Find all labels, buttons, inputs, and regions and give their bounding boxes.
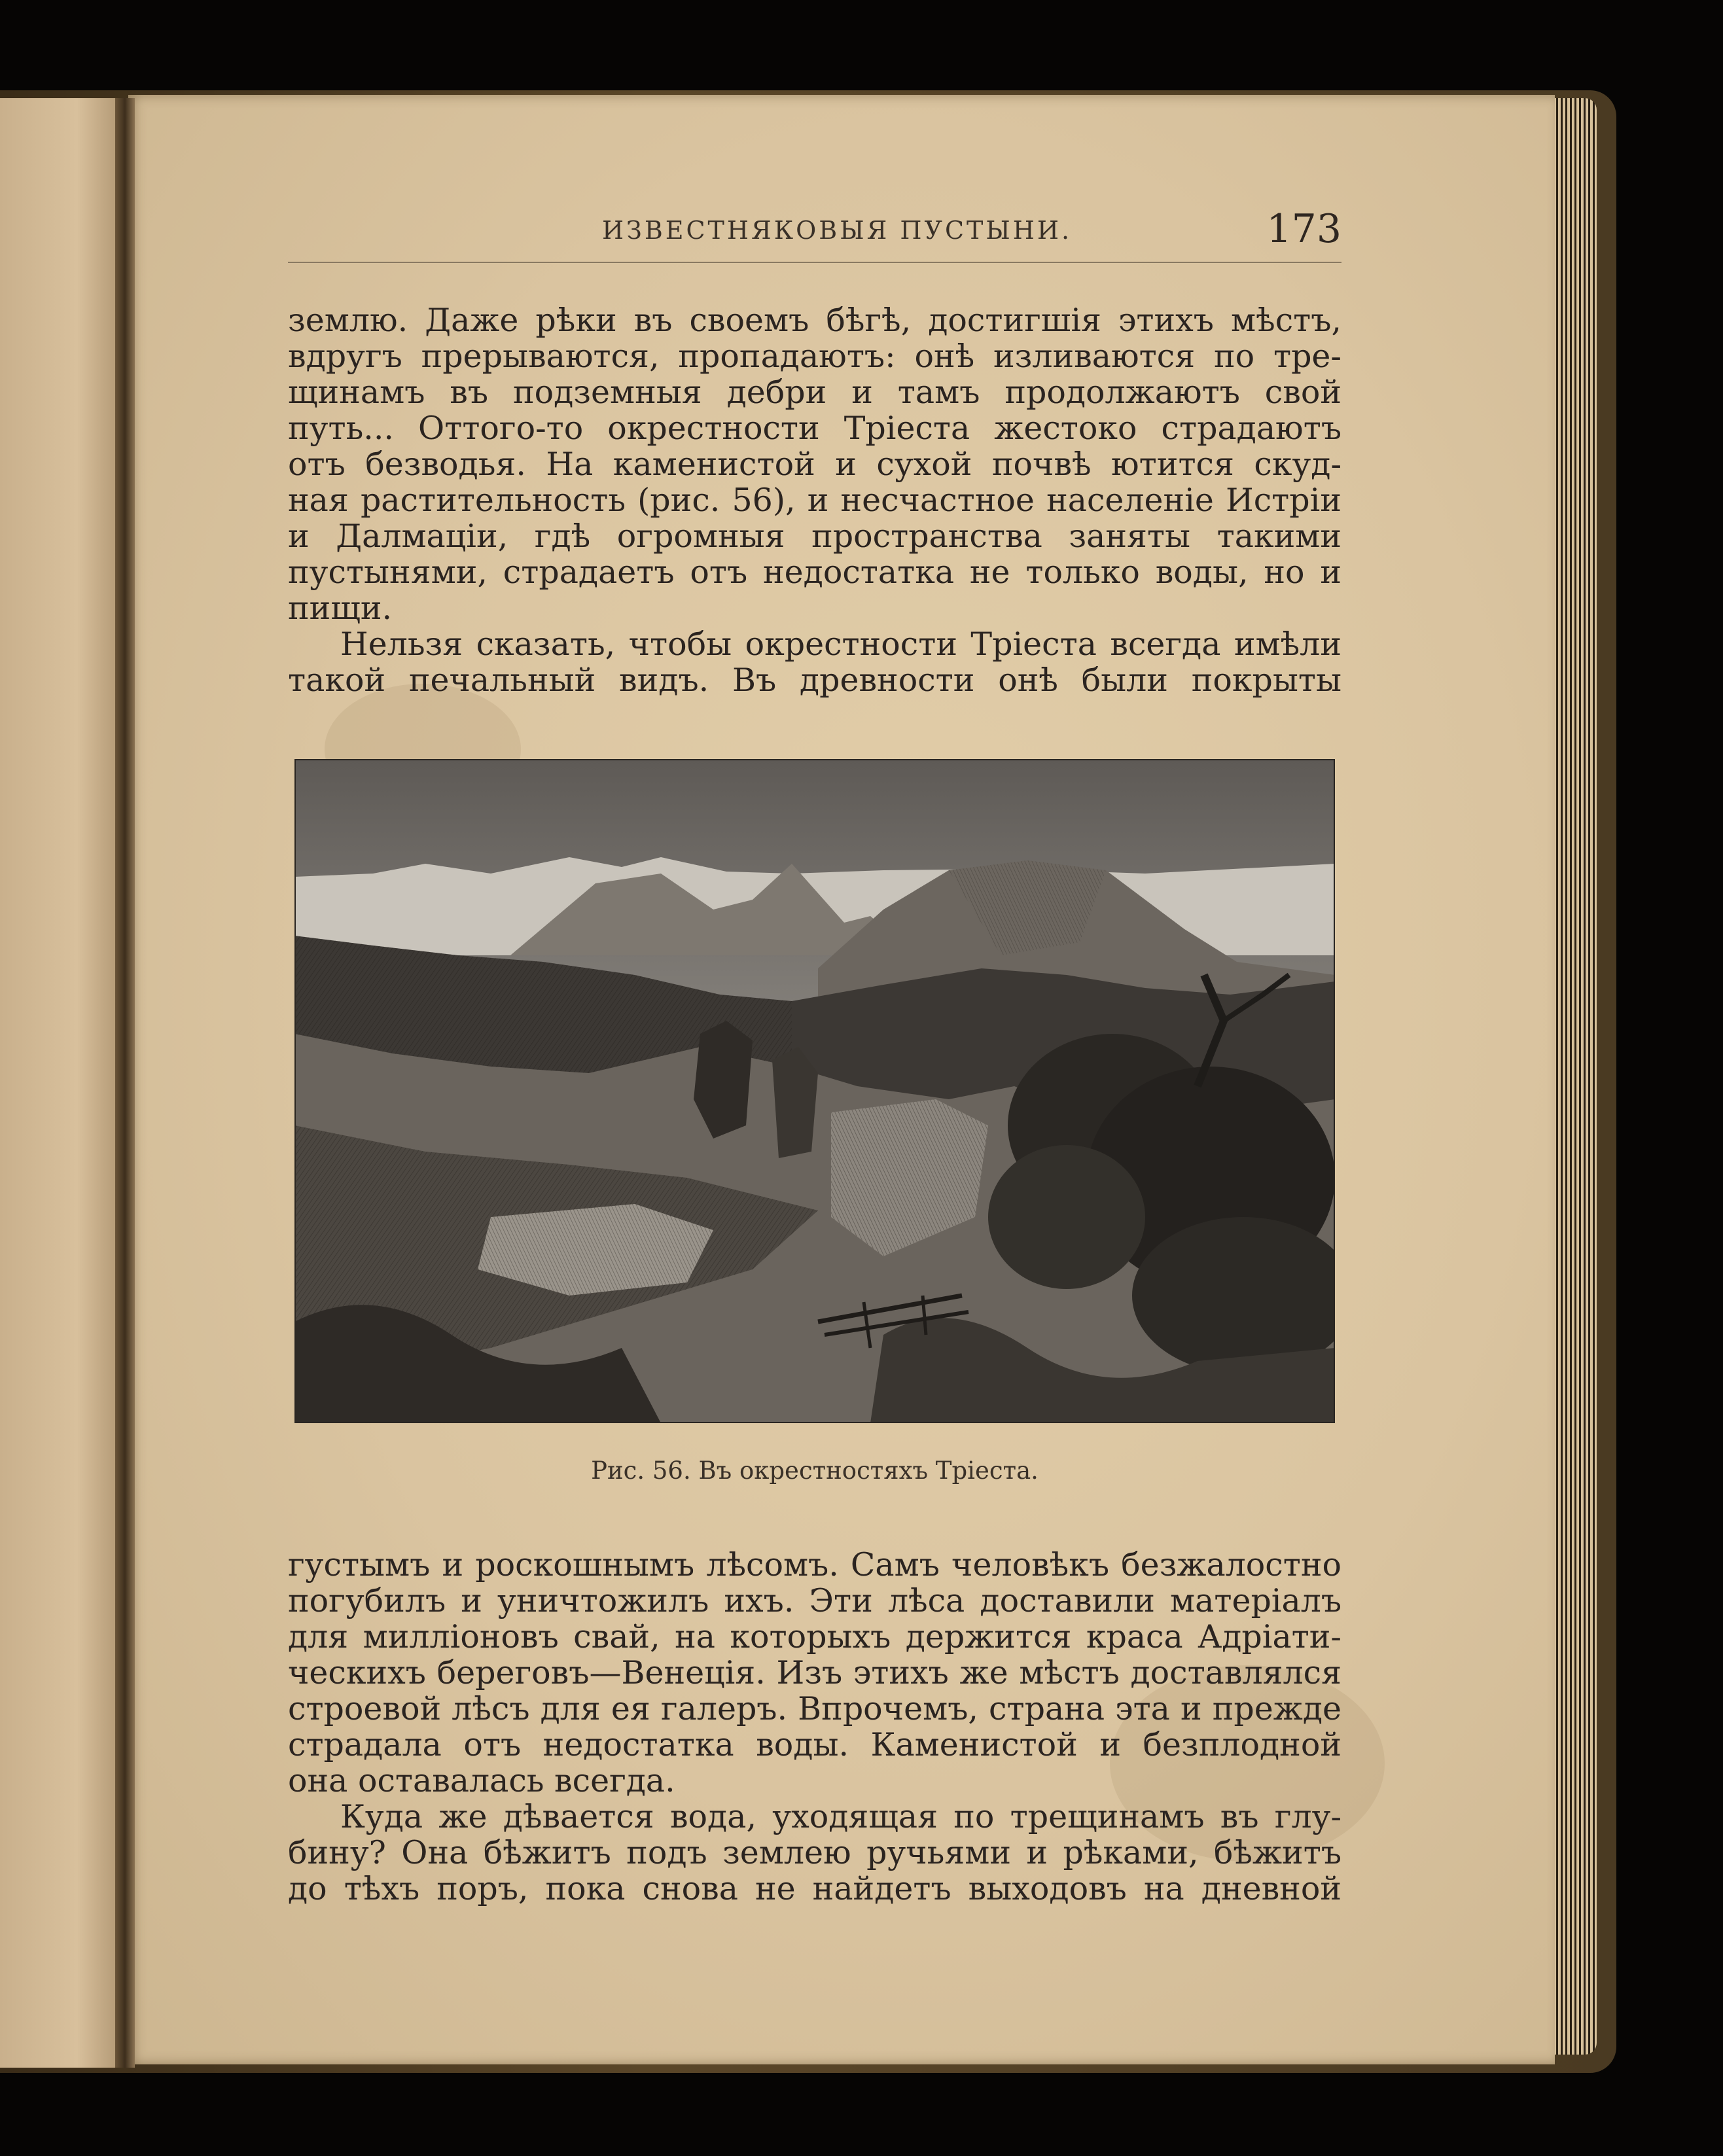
text-line: погубилъ и уничтожилъ ихъ. Эти лѣса доставили матеріалъ bbox=[288, 1583, 1341, 1619]
running-head bbox=[288, 203, 1341, 263]
page-number: 173 bbox=[1266, 206, 1341, 252]
body-text-top bbox=[288, 302, 1341, 698]
text-line: вдругъ прерываются, пропадаютъ: онѣ изливаются по тре- bbox=[288, 338, 1341, 374]
text-line: землю. Даже рѣки въ своемъ бѣгѣ, достигшія этихъ мѣстъ, bbox=[288, 302, 1341, 338]
text-line: строевой лѣсъ для ея галеръ. Впрочемъ, страна эта и прежде bbox=[288, 1691, 1341, 1727]
text-line: Куда же дѣвается вода, уходящая по трещинамъ въ глу- bbox=[340, 1799, 1341, 1835]
text-line: такой печальный видъ. Въ древности онѣ были покрыты bbox=[288, 662, 1341, 698]
text-line: ная растительность (рис. 56), и несчастное населеніе Истріи bbox=[288, 482, 1341, 518]
book-gutter bbox=[115, 98, 135, 2068]
text-line: отъ безводья. На каменистой и сухой почвѣ ютится скуд- bbox=[288, 446, 1341, 482]
text-line: бину? Она бѣжитъ подъ землею ручьями и рѣками, бѣжитъ bbox=[288, 1835, 1341, 1871]
text-line: для милліоновъ свай, на которыхъ держится краса Адріати- bbox=[288, 1619, 1341, 1655]
text-line: пищи. bbox=[288, 590, 393, 626]
left-facing-page bbox=[0, 98, 128, 2068]
text-line: страдала отъ недостатка воды. Каменистой и безплодной bbox=[288, 1727, 1341, 1763]
text-line: ческихъ береговъ—Венеція. Изъ этихъ же мѣстъ доставлялся bbox=[288, 1655, 1341, 1691]
body-text-bottom bbox=[288, 1547, 1341, 1907]
running-title: ИЗВЕСТНЯКОВЫЯ ПУСТЫНИ. bbox=[602, 216, 1073, 245]
text-line: густымъ и роскошнымъ лѣсомъ. Самъ человѣкъ безжалостно bbox=[288, 1547, 1341, 1583]
text-line: и Далмаціи, гдѣ огромныя пространства заняты такими bbox=[288, 518, 1341, 554]
text-line: щинамъ въ подземныя дебри и тамъ продолжаютъ свой bbox=[288, 374, 1341, 410]
engraving-illustration bbox=[294, 759, 1335, 1423]
text-line: пустынями, страдаетъ отъ недостатка не только воды, но и bbox=[288, 554, 1341, 590]
text-line: она оставалась всегда. bbox=[288, 1763, 675, 1799]
text-line: Нельзя сказать, чтобы окрестности Тріеста всегда имѣли bbox=[340, 626, 1341, 662]
figure-caption: Рис. 56. Въ окрестностяхъ Тріеста. bbox=[591, 1457, 1039, 1485]
text-line: до тѣхъ поръ, пока снова не найдетъ выходовъ на дневной bbox=[288, 1871, 1341, 1907]
landscape-engraving bbox=[294, 759, 1335, 1423]
text-line: путь... Оттого-то окрестности Тріеста жестоко страдаютъ bbox=[288, 410, 1341, 446]
